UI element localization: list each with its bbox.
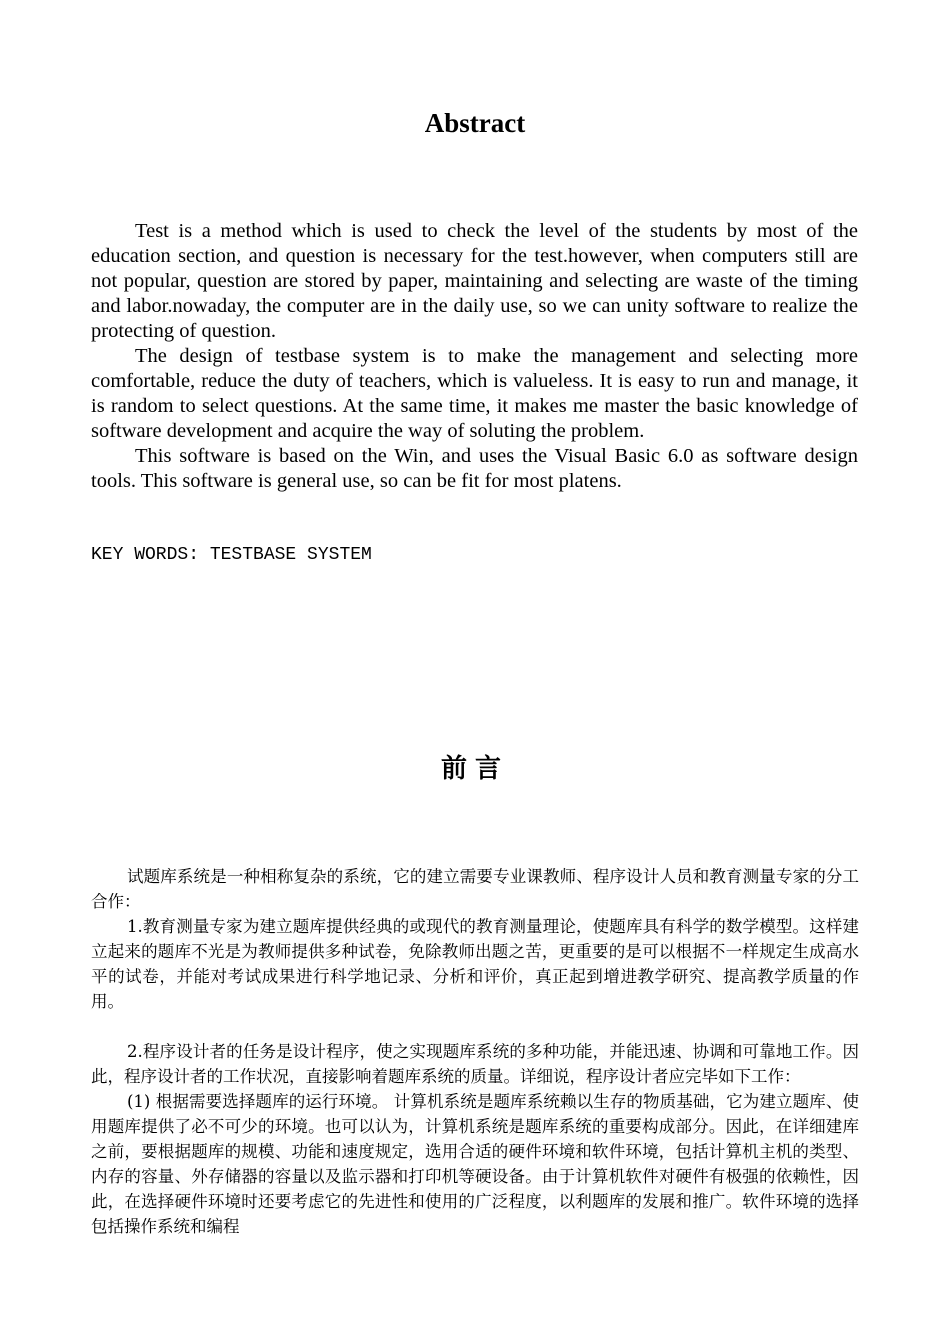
- abstract-title: Abstract: [424, 108, 526, 138]
- preface-paragraph-2: 1.教育测量专家为建立题库提供经典的或现代的教育测量理论，使题库具有科学的数学模型。这样建立起来的题库不光是为教师提供多种试卷，免除教师出题之苦，更重要的是可以根据不一样规定生成高水平的试卷，并能对考试成果进行科学地记录、分析和评价，真正起到增进教学研究、提高教学质量的作用。: [91, 917, 859, 1011]
- preface-body: [91, 864, 859, 1239]
- keywords-line: KEY WORDS: TESTBASE SYSTEM: [91, 545, 372, 565]
- abstract-body: [91, 219, 858, 494]
- abstract-paragraph-2: The design of testbase system is to make the management and selecting more comfortable, reduce the duty of teachers, which is valueless. It is easy to run and manage, it is random to select questions. At the same time, it makes me master the basic knowledge of software development and acquire the way of soluting the problem.: [91, 345, 858, 442]
- preface-title: 前言: [440, 754, 509, 784]
- preface-paragraph-1: 试题库系统是一种相称复杂的系统，它的建立需要专业课教师、程序设计人员和教育测量专家的分工合作：: [91, 867, 859, 911]
- paragraph-spacer: [91, 1014, 859, 1039]
- preface-paragraph-4: (1) 根据需要选择题库的运行环境。 计算机系统是题库系统赖以生存的物质基础，它为建立题库、使用题库提供了必不可少的环境。也可以认为，计算机系统是题库系统的重要构成部分。因此，在详细建库之前，要根据题库的规模、功能和速度规定，选用合适的硬件环境和软件环境，包括计算机主机的类型、内存的容量、外存储器的容量以及监示器和打印机等硬设备。由于计算机软件对硬件有极强的依赖性，因此，在选择硬件环境时还要考虑它的先进性和使用的广泛程度，以利题库的发展和推广。软件环境的选择包括操作系统和编程: [91, 1092, 859, 1236]
- preface-paragraph-3: 2.程序设计者的任务是设计程序，使之实现题库系统的多种功能，并能迅速、协调和可靠地工作。因此，程序设计者的工作状况，直接影响着题库系统的质量。详细说，程序设计者应完毕如下工作：: [91, 1042, 859, 1086]
- abstract-paragraph-1: Test is a method which is used to check the level of the students by most of the education section, and question is necessary for the test.however, when computers still are not popular, question are stored by paper, maintaining and selecting are waste of the timing and labor.nowaday, the computer are in the daily use, so we can unity software to realize the protecting of question.: [91, 220, 858, 342]
- abstract-paragraph-3: This software is based on the Win, and uses the Visual Basic 6.0 as software design tools. This software is general use, so can be fit for most platens.: [91, 445, 858, 492]
